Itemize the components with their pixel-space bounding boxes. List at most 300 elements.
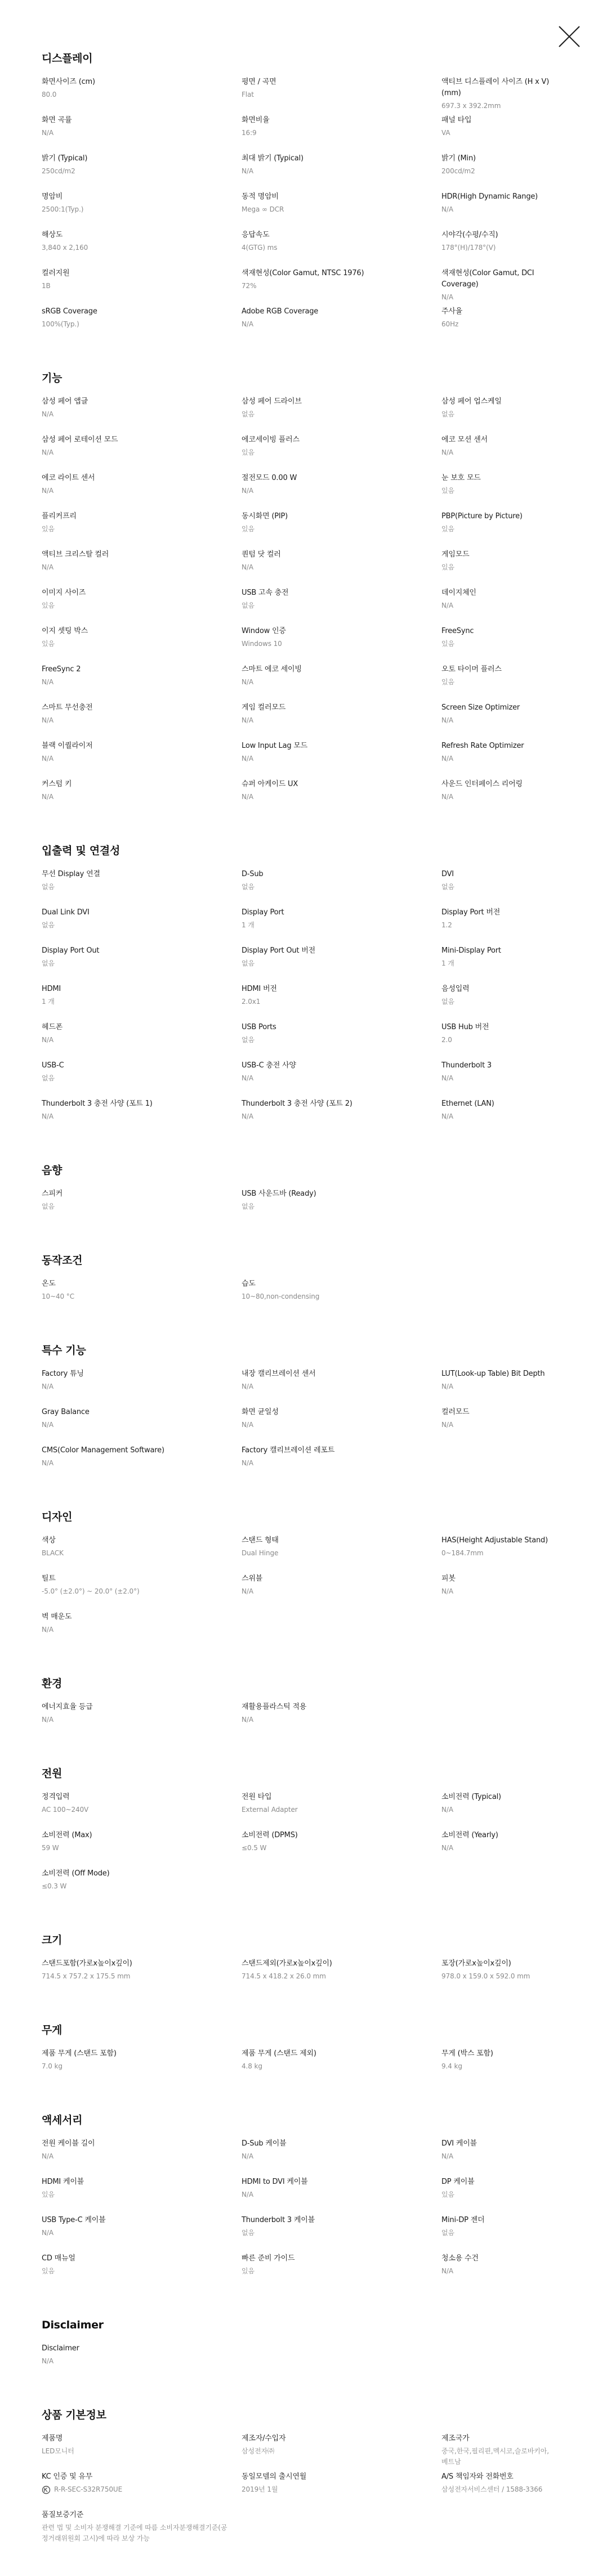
spec-label: USB 고속 충전 — [242, 589, 289, 597]
close-icon — [555, 23, 583, 51]
spec-item — [242, 230, 441, 268]
spec-label: 소비전력 (Typical) — [441, 1793, 501, 1801]
spec-item — [441, 268, 565, 306]
spec-label: 에너지효율 등급 — [42, 1703, 93, 1711]
spec-item — [42, 1535, 242, 1573]
spec-value: Mega ∞ DCR — [242, 205, 284, 213]
spec-item — [441, 306, 565, 344]
spec-label: 스마트 무선충전 — [42, 703, 93, 712]
spec-value: 있음 — [42, 602, 55, 609]
spec-label: 에코 모션 센서 — [441, 436, 488, 444]
spec-value: 10~40 °C — [42, 1293, 74, 1300]
spec-label: 피봇 — [441, 1574, 456, 1583]
spec-item — [42, 306, 242, 344]
spec-item — [242, 1702, 441, 1740]
spec-label: DVI 케이블 — [441, 2139, 477, 2148]
spec-item — [242, 1958, 441, 1996]
spec-value: 4.8 kg — [242, 2062, 262, 2070]
spec-value: 1 개 — [242, 921, 255, 929]
spec-section — [42, 371, 565, 817]
spec-item — [42, 1573, 242, 1612]
spec-item — [441, 587, 565, 626]
spec-value: VA — [441, 129, 450, 137]
spec-item — [441, 1830, 565, 1868]
spec-label: 오토 타이머 플러스 — [441, 665, 502, 674]
spec-item — [42, 2433, 242, 2471]
spec-label: 화면비율 — [242, 116, 270, 124]
spec-label: 색재현성(Color Gamut, NTSC 1976) — [242, 269, 364, 277]
spec-item — [441, 77, 565, 115]
spec-label: 청소용 수건 — [441, 2254, 479, 2263]
spec-label: 습도 — [242, 1280, 256, 1288]
spec-item — [242, 1830, 441, 1868]
spec-grid — [42, 1792, 565, 1906]
spec-item — [441, 1098, 565, 1137]
spec-label: 주사율 — [441, 307, 463, 316]
spec-label: 정격입력 — [42, 1793, 70, 1801]
spec-label: HDMI to DVI 케이블 — [242, 2178, 308, 2186]
spec-label: USB 사운드바 (Ready) — [242, 1190, 316, 1198]
spec-label: 벽 매운도 — [42, 1613, 72, 1621]
spec-section — [42, 1767, 565, 1906]
spec-label: USB Ports — [242, 1023, 276, 1031]
spec-value: N/A — [42, 1459, 53, 1467]
spec-label: Display Port Out — [42, 946, 100, 955]
spec-value: N/A — [42, 129, 53, 137]
spec-label: 시야각(수평/수직) — [441, 231, 498, 239]
spec-item — [242, 741, 441, 779]
close-button[interactable] — [555, 23, 583, 51]
spec-item — [42, 1830, 242, 1868]
spec-label: 퀀텀 닷 컬러 — [242, 550, 281, 559]
spec-item — [441, 945, 565, 984]
spec-item — [441, 153, 565, 191]
section-title: 환경 — [42, 1677, 63, 1690]
spec-label: D-Sub 케이블 — [242, 2139, 287, 2148]
spec-item — [441, 1022, 565, 1060]
spec-value: 없음 — [242, 883, 255, 891]
spec-value: 7.0 kg — [42, 2062, 63, 2070]
spec-value: N/A — [441, 793, 453, 801]
spec-label: 블랙 이퀄라이저 — [42, 742, 93, 750]
spec-label: 스탠드제외(가로x높이x깊이) — [242, 1959, 332, 1968]
spec-value: N/A — [441, 2152, 453, 2160]
section-title: 액세서리 — [42, 2114, 83, 2126]
spec-item — [441, 396, 565, 434]
spec-value: N/A — [242, 167, 253, 175]
spec-item — [42, 1060, 242, 1098]
kc-cert-row — [42, 2484, 231, 2495]
spec-value: N/A — [42, 1112, 53, 1120]
spec-item — [242, 1573, 441, 1612]
section-title: 동작조건 — [42, 1254, 83, 1267]
spec-item — [42, 869, 242, 907]
spec-label: 밝기 (Typical) — [42, 154, 88, 163]
spec-label: 제품 무게 (스탠드 포함) — [42, 2049, 117, 2058]
spec-label: 평면 / 곡면 — [242, 78, 276, 86]
spec-value: 없음 — [242, 1036, 255, 1044]
spec-label: 컬러지원 — [42, 269, 70, 277]
spec-label: 음성입력 — [441, 985, 470, 993]
spec-item — [441, 1060, 565, 1098]
spec-item — [441, 907, 565, 945]
spec-item — [242, 2215, 441, 2253]
spec-value: 714.5 x 418.2 x 26.0 mm — [242, 1972, 326, 1980]
spec-item — [441, 1368, 565, 1407]
spec-value: Dual Hinge — [242, 1549, 279, 1557]
spec-value: N/A — [242, 678, 253, 686]
spec-label: Gray Balance — [42, 1408, 90, 1416]
spec-label: 이지 셋팅 박스 — [42, 627, 88, 635]
spec-label: 스피커 — [42, 1190, 63, 1198]
spec-value: N/A — [441, 716, 453, 724]
spec-label: 온도 — [42, 1280, 56, 1288]
spec-value: N/A — [42, 2229, 53, 2237]
spec-label: PBP(Picture by Picture) — [441, 512, 523, 520]
spec-item — [242, 1022, 441, 1060]
spec-value: 978.0 x 159.0 x 592.0 mm — [441, 1972, 530, 1980]
spec-grid — [42, 1702, 565, 1740]
spec-section — [42, 52, 565, 344]
spec-item — [42, 2253, 242, 2291]
spec-item — [242, 1535, 441, 1573]
spec-label: 해상도 — [42, 231, 63, 239]
spec-item — [242, 907, 441, 945]
spec-value: AC 100~240V — [42, 1806, 89, 1814]
spec-value: 2500:1(Typ.) — [42, 205, 84, 213]
spec-item — [242, 779, 441, 817]
spec-label: 재활용플라스틱 적용 — [242, 1703, 307, 1711]
spec-label: 무선 Display 연결 — [42, 870, 100, 878]
spec-item — [242, 2433, 441, 2471]
spec-item — [242, 1445, 441, 1483]
spec-item — [42, 2215, 242, 2253]
spec-value: N/A — [42, 755, 53, 762]
spec-value: 없음 — [42, 959, 55, 967]
spec-label: CMS(Color Management Software) — [42, 1446, 164, 1455]
spec-item — [42, 473, 242, 511]
spec-value: 0~184.7mm — [441, 1549, 484, 1557]
spec-item — [42, 191, 242, 230]
spec-value: N/A — [42, 1421, 53, 1429]
spec-label: 눈 보호 모드 — [441, 474, 481, 482]
spec-item — [242, 191, 441, 230]
spec-value: N/A — [441, 755, 453, 762]
spec-value: 없음 — [441, 883, 454, 891]
spec-value: 있음 — [242, 2267, 255, 2275]
spec-value: N/A — [242, 563, 253, 571]
spec-label: Factory 캘리브레이션 레포트 — [242, 1446, 335, 1455]
spec-item — [242, 2138, 441, 2176]
spec-label: 절전모드 0.00 W — [242, 474, 297, 482]
spec-item — [441, 779, 565, 817]
spec-section — [42, 1254, 565, 1317]
spec-value: N/A — [441, 293, 453, 301]
spec-item — [42, 1702, 242, 1740]
spec-grid — [42, 2048, 565, 2086]
spec-value: 없음 — [242, 959, 255, 967]
section-title: 디자인 — [42, 1511, 73, 1523]
spec-item — [441, 1792, 565, 1830]
spec-label: HDR(High Dynamic Range) — [441, 192, 538, 201]
spec-grid — [42, 77, 565, 344]
spec-item — [42, 2176, 242, 2215]
spec-value: 4(GTG) ms — [242, 244, 278, 252]
spec-item — [242, 1098, 441, 1137]
spec-item — [242, 1407, 441, 1445]
spec-value: 있음 — [441, 2191, 454, 2198]
spec-value: 2.0x1 — [242, 998, 261, 1006]
spec-value: ≤0.3 W — [42, 1882, 67, 1890]
spec-value: LED모니터 — [42, 2447, 74, 2455]
spec-value: R-R-SEC-S32R750UE — [54, 2485, 123, 2493]
spec-value: 1B — [42, 282, 51, 290]
spec-value: 있음 — [441, 525, 454, 533]
spec-label: Display Port — [242, 908, 284, 917]
spec-label: 동일모델의 출시연월 — [242, 2472, 307, 2481]
spec-value: N/A — [42, 1626, 53, 1633]
spec-label: USB-C 충전 사양 — [242, 1061, 296, 1070]
spec-item — [242, 2048, 441, 2086]
spec-value: N/A — [42, 563, 53, 571]
spec-grid — [42, 2433, 565, 2548]
section-title: 무게 — [42, 2024, 63, 2036]
spec-label: Low Input Lag 모드 — [242, 742, 308, 750]
spec-label: 화면 곡률 — [42, 116, 72, 124]
section-title: 디스플레이 — [42, 52, 93, 65]
spec-value: 있음 — [242, 525, 255, 533]
spec-label: Ethernet (LAN) — [441, 1099, 494, 1108]
spec-item — [42, 741, 242, 779]
spec-value: N/A — [441, 448, 453, 456]
spec-value: 없음 — [441, 410, 454, 418]
spec-item — [42, 945, 242, 984]
spec-value: N/A — [441, 2267, 453, 2275]
spec-label: 소비전력 (DPMS) — [242, 1831, 298, 1839]
spec-list — [42, 52, 565, 2548]
spec-item — [42, 2510, 242, 2548]
spec-item — [242, 115, 441, 153]
spec-item — [441, 191, 565, 230]
spec-label: Thunderbolt 3 — [441, 1061, 492, 1070]
spec-value: 2.0 — [441, 1036, 452, 1044]
section-title: 전원 — [42, 1767, 63, 1780]
spec-item — [42, 268, 242, 306]
spec-section — [42, 1510, 565, 1650]
spec-value: N/A — [242, 1074, 253, 1082]
spec-value: N/A — [42, 487, 53, 495]
spec-label: D-Sub — [242, 870, 264, 878]
spec-label: 품질보증기준 — [42, 2511, 84, 2519]
spec-value: 250cd/m2 — [42, 167, 75, 175]
spec-label: Window 인증 — [242, 627, 286, 635]
section-title: 특수 기능 — [42, 1344, 86, 1357]
spec-item — [242, 434, 441, 473]
spec-value: 없음 — [242, 2229, 255, 2237]
spec-item — [42, 1368, 242, 1407]
spec-item — [42, 1188, 242, 1227]
spec-label: 틸트 — [42, 1574, 56, 1583]
spec-item — [42, 702, 242, 741]
spec-label: DVI — [441, 870, 454, 878]
spec-item — [242, 1060, 441, 1098]
spec-value: External Adapter — [242, 1806, 298, 1814]
spec-item — [242, 945, 441, 984]
spec-label: Display Port Out 버전 — [242, 946, 315, 955]
spec-label: Thunderbolt 3 충전 사양 (포트 1) — [42, 1099, 153, 1108]
spec-grid — [42, 1368, 565, 1483]
spec-label: 게임 컬러모드 — [242, 703, 286, 712]
spec-value: N/A — [242, 1459, 253, 1467]
spec-value: 80.0 — [42, 91, 57, 98]
spec-item — [42, 77, 242, 115]
spec-value: 없음 — [42, 1202, 55, 1210]
spec-label: 화면 균일성 — [242, 1408, 279, 1416]
spec-label: DP 케이블 — [441, 2178, 475, 2186]
spec-label: 소비전력 (Off Mode) — [42, 1869, 110, 1878]
spec-label: 무게 (박스 포함) — [441, 2049, 493, 2058]
spec-item — [242, 869, 441, 907]
spec-item — [441, 741, 565, 779]
spec-grid — [42, 1535, 565, 1650]
spec-value: 있음 — [42, 525, 55, 533]
spec-value: BLACK — [42, 1549, 64, 1557]
spec-value: 16:9 — [242, 129, 257, 137]
spec-item — [42, 1022, 242, 1060]
spec-grid — [42, 1278, 565, 1317]
spec-value: -5.0° (±2.0°) ~ 20.0° (±2.0°) — [42, 1587, 140, 1595]
spec-item — [242, 473, 441, 511]
spec-label: 컬러모드 — [441, 1408, 470, 1416]
spec-label: 동적 명암비 — [242, 192, 279, 201]
spec-label: 에코 라이트 센서 — [42, 474, 95, 482]
spec-section — [42, 2408, 565, 2548]
spec-section — [42, 2318, 565, 2381]
spec-section — [42, 1344, 565, 1483]
spec-label: 제품명 — [42, 2434, 63, 2443]
spec-label: 제조국가 — [441, 2434, 470, 2443]
spec-label: Screen Size Optimizer — [441, 703, 520, 712]
spec-item — [242, 511, 441, 549]
spec-value: 있음 — [441, 563, 454, 571]
spec-value: N/A — [242, 1383, 253, 1390]
spec-section — [42, 1164, 565, 1227]
spec-label: 전원 케이블 길이 — [42, 2139, 95, 2148]
spec-value: N/A — [42, 410, 53, 418]
spec-item — [441, 1958, 565, 1996]
spec-section — [42, 1933, 565, 1996]
spec-item — [242, 626, 441, 664]
spec-label: 스탠드포함(가로x높이x깊이) — [42, 1959, 132, 1968]
spec-label: Thunderbolt 3 케이블 — [242, 2216, 315, 2224]
spec-label: Mini-Display Port — [441, 946, 501, 955]
spec-item — [441, 869, 565, 907]
spec-value: N/A — [242, 2152, 253, 2160]
spec-value: 없음 — [242, 410, 255, 418]
spec-item — [441, 2176, 565, 2215]
spec-label: HDMI 버전 — [242, 985, 277, 993]
spec-item — [42, 2343, 242, 2381]
spec-item — [242, 1188, 441, 1227]
spec-value: N/A — [42, 716, 53, 724]
spec-value: 60Hz — [441, 320, 459, 328]
spec-item — [242, 1278, 441, 1317]
spec-value: N/A — [242, 793, 253, 801]
spec-label: 전원 타입 — [242, 1793, 272, 1801]
spec-label: 게임모드 — [441, 550, 470, 559]
spec-value: N/A — [42, 793, 53, 801]
spec-item — [242, 984, 441, 1022]
spec-label: 액티브 크리스탈 컬러 — [42, 550, 109, 559]
spec-label: 헤드폰 — [42, 1023, 63, 1031]
spec-item — [42, 664, 242, 702]
spec-value: 있음 — [42, 2191, 55, 2198]
spec-item — [441, 549, 565, 587]
spec-value: 없음 — [42, 883, 55, 891]
spec-label: 커스텀 키 — [42, 780, 72, 788]
spec-label: 에코세이빙 플러스 — [242, 436, 300, 444]
spec-label: 삼성 페어 로테이션 모드 — [42, 436, 118, 444]
spec-item — [242, 1792, 441, 1830]
spec-item — [441, 434, 565, 473]
spec-label: CD 매뉴얼 — [42, 2254, 75, 2263]
spec-label: USB-C — [42, 1061, 64, 1070]
spec-label: 응답속도 — [242, 231, 270, 239]
spec-value: N/A — [242, 2191, 253, 2198]
spec-item — [441, 473, 565, 511]
spec-item — [42, 2048, 242, 2086]
spec-value: 200cd/m2 — [441, 167, 475, 175]
spec-label: KC 인증 및 유무 — [42, 2472, 93, 2481]
spec-label: Dual Link DVI — [42, 908, 90, 917]
spec-value: N/A — [42, 1383, 53, 1390]
spec-label: Mini-DP 젠더 — [441, 2216, 485, 2224]
spec-item — [242, 396, 441, 434]
spec-label: Adobe RGB Coverage — [242, 307, 319, 316]
spec-label: 삼성 페어 앱글 — [42, 397, 88, 406]
spec-item — [242, 153, 441, 191]
spec-label: 삼성 페어 업스케일 — [441, 397, 502, 406]
spec-grid — [42, 1958, 565, 1996]
spec-value: 1 개 — [42, 998, 55, 1006]
spec-item — [242, 664, 441, 702]
spec-grid — [42, 869, 565, 1137]
spec-grid — [42, 2138, 565, 2291]
spec-value: 714.5 x 757.2 x 175.5 mm — [42, 1972, 131, 1980]
spec-value: 697.3 x 392.2mm — [441, 102, 501, 110]
spec-value: 10~80,non-condensing — [242, 1293, 320, 1300]
spec-value: N/A — [242, 755, 253, 762]
spec-item — [42, 1868, 242, 1906]
spec-value: 있음 — [441, 487, 454, 495]
spec-value: 없음 — [242, 602, 255, 609]
spec-label: 액티브 디스플레이 사이즈 (H x V) (mm) — [441, 78, 550, 97]
spec-item — [42, 907, 242, 945]
spec-section — [42, 2023, 565, 2086]
spec-grid — [42, 1188, 565, 1227]
spec-item — [441, 2471, 565, 2510]
section-title: 음향 — [42, 1164, 63, 1177]
spec-value: 삼성전자㈜ — [242, 2447, 274, 2455]
spec-label: LUT(Look-up Table) Bit Depth — [441, 1370, 545, 1378]
spec-label: 패널 타입 — [441, 116, 472, 124]
spec-value: 1 개 — [441, 959, 454, 967]
spec-value: 3,840 x 2,160 — [42, 244, 88, 252]
spec-item — [42, 115, 242, 153]
spec-label: A/S 책임자와 전화번호 — [441, 2472, 514, 2481]
spec-value: 삼성전자서비스센터 / 1588-3366 — [441, 2485, 543, 2493]
spec-item — [441, 2138, 565, 2176]
